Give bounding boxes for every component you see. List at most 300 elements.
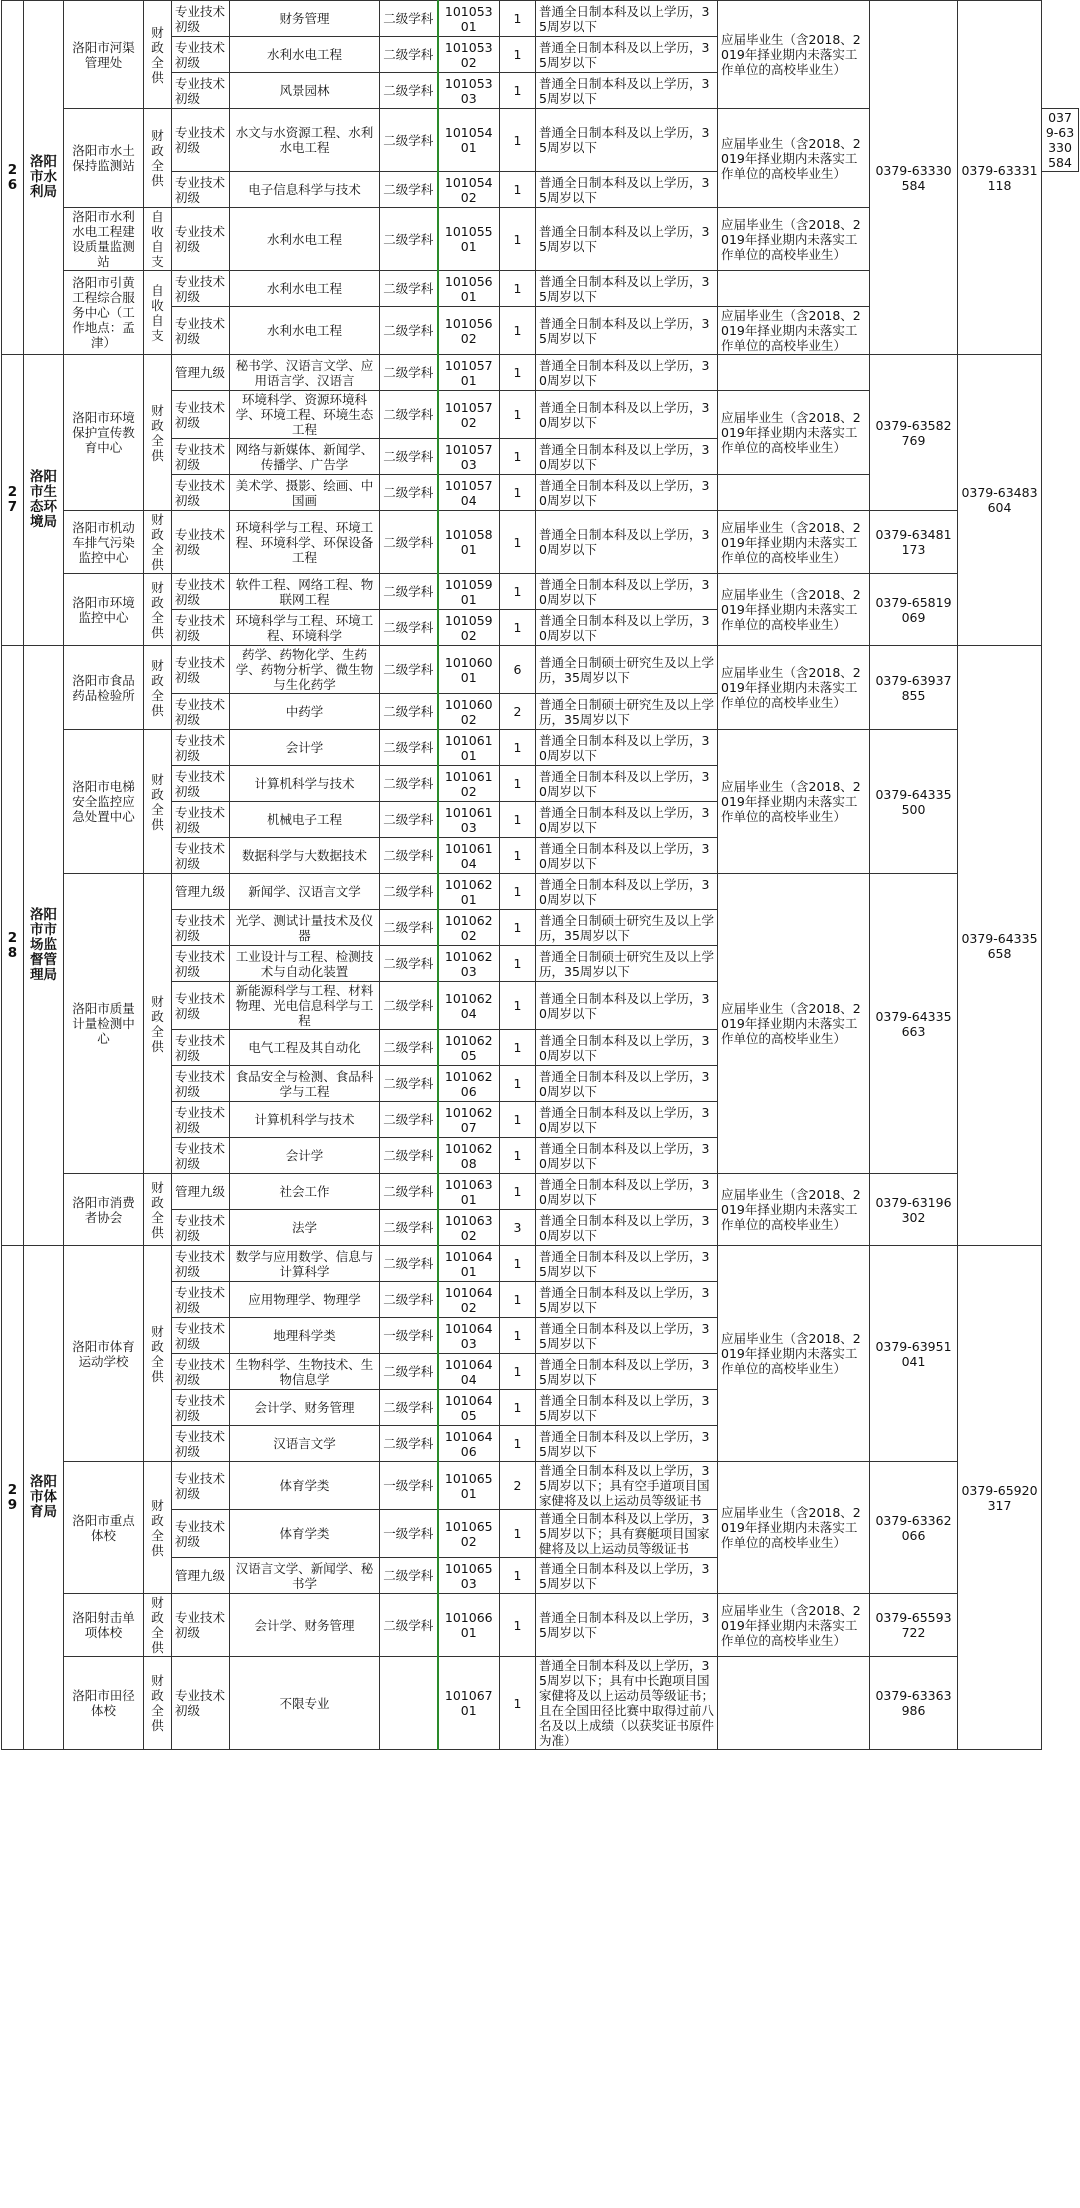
position-level: 专业技术初级: [172, 1390, 230, 1426]
position-code: 10106102: [438, 766, 500, 802]
position-level: 专业技术初级: [172, 172, 230, 208]
position-code: 10106403: [438, 1318, 500, 1354]
discipline-category: 二级学科: [380, 391, 438, 439]
major-requirement: 电子信息科学与技术: [230, 172, 380, 208]
recruit-count: 1: [500, 610, 536, 646]
major-requirement: 电气工程及其自动化: [230, 1030, 380, 1066]
recruit-count: 1: [500, 874, 536, 910]
unit-name: 洛阳市体育运动学校: [64, 1246, 144, 1462]
group-number: 27: [2, 355, 24, 646]
applicant-scope: 应届毕业生（含2018、2019年择业期内未落实工作单位的高校毕业生）: [718, 646, 870, 730]
department-phone: 0379-65920317: [958, 1246, 1042, 1750]
other-requirements: 普通全日制本科及以上学历，35周岁以下；具有赛艇项目国家健将及以上运动员等级证书: [536, 1510, 718, 1558]
discipline-category: 二级学科: [380, 646, 438, 694]
unit-name: 洛阳市机动车排气污染监控中心: [64, 511, 144, 574]
funding-type: 财政全供: [144, 874, 172, 1174]
major-requirement: 体育学类: [230, 1462, 380, 1510]
unit-phone: 0379-63951041: [870, 1246, 958, 1462]
recruit-count: 6: [500, 646, 536, 694]
position-level: 管理九级: [172, 1174, 230, 1210]
recruit-count: 1: [500, 1354, 536, 1390]
position-level: 专业技术初级: [172, 1138, 230, 1174]
table-row: [2, 511, 1079, 574]
recruit-count: 1: [500, 838, 536, 874]
other-requirements: 普通全日制本科及以上学历，30周岁以下: [536, 1210, 718, 1246]
recruit-count: 1: [500, 1318, 536, 1354]
position-level: 专业技术初级: [172, 946, 230, 982]
other-requirements: 普通全日制本科及以上学历，35周岁以下: [536, 109, 718, 172]
department-name: 洛阳市水利局: [24, 1, 64, 355]
recruit-count: 1: [500, 1030, 536, 1066]
other-requirements: 普通全日制本科及以上学历，30周岁以下: [536, 475, 718, 511]
discipline-category: 二级学科: [380, 439, 438, 475]
applicant-scope: 应届毕业生（含2018、2019年择业期内未落实工作单位的高校毕业生）: [718, 1462, 870, 1594]
position-level: 专业技术初级: [172, 574, 230, 610]
discipline-category: 二级学科: [380, 982, 438, 1030]
applicant-scope: 应届毕业生（含2018、2019年择业期内未落实工作单位的高校毕业生）: [718, 109, 870, 208]
applicant-scope: 应届毕业生（含2018、2019年择业期内未落实工作单位的高校毕业生）: [718, 1174, 870, 1246]
unit-phone: 0379-65593722: [870, 1594, 958, 1657]
funding-type: 财政全供: [144, 646, 172, 730]
discipline-category: 二级学科: [380, 910, 438, 946]
major-requirement: 会计学、财务管理: [230, 1390, 380, 1426]
major-requirement: 光学、测试计量技术及仪器: [230, 910, 380, 946]
position-code: 10106104: [438, 838, 500, 874]
position-level: 专业技术初级: [172, 208, 230, 271]
position-level: 专业技术初级: [172, 610, 230, 646]
major-requirement: 新能源科学与工程、材料物理、光电信息科学与工程: [230, 982, 380, 1030]
position-code: 10106201: [438, 874, 500, 910]
position-code: 10105702: [438, 391, 500, 439]
major-requirement: 会计学: [230, 730, 380, 766]
recruit-count: 1: [500, 1282, 536, 1318]
other-requirements: 普通全日制本科及以上学历，35周岁以下: [536, 1282, 718, 1318]
position-code: 10105703: [438, 439, 500, 475]
position-level: 管理九级: [172, 1558, 230, 1594]
position-code: 10106202: [438, 910, 500, 946]
recruit-count: 1: [500, 109, 536, 172]
major-requirement: 数学与应用数学、信息与计算科学: [230, 1246, 380, 1282]
position-code: 10106002: [438, 694, 500, 730]
discipline-category: 二级学科: [380, 802, 438, 838]
discipline-category: 二级学科: [380, 172, 438, 208]
other-requirements: 普通全日制本科及以上学历，35周岁以下: [536, 271, 718, 307]
applicant-scope: 应届毕业生（含2018、2019年择业期内未落实工作单位的高校毕业生）: [718, 574, 870, 646]
position-level: 专业技术初级: [172, 982, 230, 1030]
position-code: 10106204: [438, 982, 500, 1030]
major-requirement: 水文与水资源工程、水利水电工程: [230, 109, 380, 172]
discipline-category: 二级学科: [380, 271, 438, 307]
position-code: 10106208: [438, 1138, 500, 1174]
unit-name: 洛阳市重点体校: [64, 1462, 144, 1594]
position-level: 专业技术初级: [172, 37, 230, 73]
position-code: 10106401: [438, 1246, 500, 1282]
discipline-category: 二级学科: [380, 208, 438, 271]
other-requirements: 普通全日制本科及以上学历，30周岁以下: [536, 838, 718, 874]
major-requirement: 食品安全与检测、食品科学与工程: [230, 1066, 380, 1102]
major-requirement: 工业设计与工程、检测技术与自动化装置: [230, 946, 380, 982]
other-requirements: 普通全日制本科及以上学历，30周岁以下: [536, 1030, 718, 1066]
department-phone: 0379-64335658: [958, 646, 1042, 1246]
other-requirements: 普通全日制本科及以上学历，30周岁以下: [536, 874, 718, 910]
applicant-scope: 应届毕业生（含2018、2019年择业期内未落实工作单位的高校毕业生）: [718, 511, 870, 574]
position-level: 专业技术初级: [172, 1282, 230, 1318]
group-number: 28: [2, 646, 24, 1246]
funding-type: 财政全供: [144, 574, 172, 646]
position-code: 10105704: [438, 475, 500, 511]
position-level: 专业技术初级: [172, 838, 230, 874]
discipline-category: 二级学科: [380, 1354, 438, 1390]
other-requirements: 普通全日制本科及以上学历，35周岁以下: [536, 1390, 718, 1426]
position-level: 专业技术初级: [172, 910, 230, 946]
major-requirement: 环境科学与工程、环境工程、环境科学、环保设备工程: [230, 511, 380, 574]
position-code: 10106405: [438, 1390, 500, 1426]
table-row: [2, 646, 1079, 694]
funding-type: 自收自支: [144, 271, 172, 355]
position-code: 10106301: [438, 1174, 500, 1210]
applicant-scope: 应届毕业生（含2018、2019年择业期内未落实工作单位的高校毕业生）: [718, 874, 870, 1174]
unit-name: 洛阳市环境监控中心: [64, 574, 144, 646]
table-row: [2, 874, 1079, 910]
other-requirements: 普通全日制本科及以上学历，35周岁以下: [536, 1594, 718, 1657]
discipline-category: 二级学科: [380, 1066, 438, 1102]
recruit-count: 1: [500, 475, 536, 511]
discipline-category: 一级学科: [380, 1318, 438, 1354]
discipline-category: 二级学科: [380, 1102, 438, 1138]
applicant-scope: 应届毕业生（含2018、2019年择业期内未落实工作单位的高校毕业生）: [718, 208, 870, 271]
position-level: 专业技术初级: [172, 271, 230, 307]
department-phone: 0379-63331118: [958, 1, 1042, 355]
major-requirement: 计算机科学与技术: [230, 1102, 380, 1138]
applicant-scope: 应届毕业生（含2018、2019年择业期内未落实工作单位的高校毕业生）: [718, 730, 870, 874]
discipline-category: 二级学科: [380, 355, 438, 391]
other-requirements: 普通全日制本科及以上学历，35周岁以下: [536, 37, 718, 73]
other-requirements: 普通全日制本科及以上学历，35周岁以下: [536, 1246, 718, 1282]
position-code: 10106207: [438, 1102, 500, 1138]
major-requirement: 生物科学、生物技术、生物信息学: [230, 1354, 380, 1390]
discipline-category: 二级学科: [380, 610, 438, 646]
discipline-category: 二级学科: [380, 307, 438, 355]
major-requirement: 不限专业: [230, 1657, 380, 1750]
unit-name: 洛阳市田径体校: [64, 1657, 144, 1750]
funding-type: 财政全供: [144, 1594, 172, 1657]
unit-phone: 0379-63363986: [870, 1657, 958, 1750]
group-number: 26: [2, 1, 24, 355]
position-level: 专业技术初级: [172, 646, 230, 694]
other-requirements: 普通全日制本科及以上学历，30周岁以下: [536, 1174, 718, 1210]
discipline-category: 一级学科: [380, 1510, 438, 1558]
table-row: [2, 574, 1079, 610]
other-requirements: 普通全日制硕士研究生及以上学历，35周岁以下: [536, 646, 718, 694]
position-code: 10105701: [438, 355, 500, 391]
position-level: 专业技术初级: [172, 475, 230, 511]
department-name: 洛阳市体育局: [24, 1246, 64, 1750]
major-requirement: 数据科学与大数据技术: [230, 838, 380, 874]
discipline-category: 二级学科: [380, 1594, 438, 1657]
discipline-category: 二级学科: [380, 1138, 438, 1174]
discipline-category: 二级学科: [380, 1558, 438, 1594]
position-code: 10106502: [438, 1510, 500, 1558]
applicant-scope: [718, 1657, 870, 1750]
discipline-category: 二级学科: [380, 838, 438, 874]
recruit-count: 1: [500, 307, 536, 355]
recruit-count: 1: [500, 1558, 536, 1594]
position-code: 10106101: [438, 730, 500, 766]
major-requirement: 财务管理: [230, 1, 380, 37]
recruit-count: 1: [500, 1246, 536, 1282]
other-requirements: 普通全日制本科及以上学历，35周岁以下: [536, 307, 718, 355]
unit-phone: 0379-63330584: [1042, 109, 1079, 172]
unit-phone: 0379-65819069: [870, 574, 958, 646]
recruit-count: 1: [500, 910, 536, 946]
funding-type: 财政全供: [144, 109, 172, 208]
recruit-count: 1: [500, 766, 536, 802]
position-code: 10105601: [438, 271, 500, 307]
position-level: 专业技术初级: [172, 73, 230, 109]
discipline-category: 二级学科: [380, 1210, 438, 1246]
table-body: [2, 1, 1079, 1750]
table-row: [2, 1, 1079, 37]
unit-name: 洛阳市引黄工程综合服务中心（工作地点：孟津）: [64, 271, 144, 355]
discipline-category: 二级学科: [380, 874, 438, 910]
discipline-category: 二级学科: [380, 511, 438, 574]
applicant-scope: [718, 475, 870, 511]
unit-phone: 0379-63937855: [870, 646, 958, 730]
funding-type: 财政全供: [144, 1, 172, 109]
unit-phone: 0379-63481173: [870, 511, 958, 574]
discipline-category: 二级学科: [380, 1030, 438, 1066]
table-row: [2, 355, 1079, 391]
other-requirements: 普通全日制硕士研究生及以上学历，35周岁以下: [536, 946, 718, 982]
recruit-count: 3: [500, 1210, 536, 1246]
position-code: 10105302: [438, 37, 500, 73]
other-requirements: 普通全日制本科及以上学历，30周岁以下: [536, 610, 718, 646]
discipline-category: 二级学科: [380, 73, 438, 109]
recruit-count: 1: [500, 802, 536, 838]
recruit-count: 1: [500, 1594, 536, 1657]
position-level: 专业技术初级: [172, 730, 230, 766]
other-requirements: 普通全日制本科及以上学历，30周岁以下: [536, 511, 718, 574]
major-requirement: 体育学类: [230, 1510, 380, 1558]
table-row: [2, 1657, 1079, 1750]
major-requirement: 中药学: [230, 694, 380, 730]
position-code: 10106404: [438, 1354, 500, 1390]
position-code: 10106402: [438, 1282, 500, 1318]
position-level: 专业技术初级: [172, 391, 230, 439]
position-level: 专业技术初级: [172, 694, 230, 730]
position-level: 专业技术初级: [172, 1318, 230, 1354]
major-requirement: 美术学、摄影、绘画、中国画: [230, 475, 380, 511]
position-code: 10105401: [438, 109, 500, 172]
funding-type: 财政全供: [144, 730, 172, 874]
position-code: 10106205: [438, 1030, 500, 1066]
other-requirements: 普通全日制本科及以上学历，30周岁以下: [536, 1138, 718, 1174]
other-requirements: 普通全日制本科及以上学历，35周岁以下: [536, 1354, 718, 1390]
position-level: 专业技术初级: [172, 1462, 230, 1510]
recruitment-table: [1, 0, 1079, 1750]
position-code: 10106001: [438, 646, 500, 694]
discipline-category: 二级学科: [380, 109, 438, 172]
unit-name: 洛阳市水土保持监测站: [64, 109, 144, 208]
recruit-count: 1: [500, 946, 536, 982]
other-requirements: 普通全日制本科及以上学历，30周岁以下: [536, 802, 718, 838]
recruit-count: 1: [500, 1510, 536, 1558]
unit-name: 洛阳市电梯安全监控应急处置中心: [64, 730, 144, 874]
recruit-count: 2: [500, 1462, 536, 1510]
discipline-category: 二级学科: [380, 730, 438, 766]
applicant-scope: 应届毕业生（含2018、2019年择业期内未落实工作单位的高校毕业生）: [718, 1246, 870, 1462]
recruit-count: 1: [500, 574, 536, 610]
other-requirements: 普通全日制本科及以上学历，35周岁以下: [536, 208, 718, 271]
other-requirements: 普通全日制本科及以上学历，35周岁以下: [536, 1558, 718, 1594]
position-code: 10106501: [438, 1462, 500, 1510]
discipline-category: 二级学科: [380, 946, 438, 982]
position-level: 专业技术初级: [172, 1030, 230, 1066]
major-requirement: 机械电子工程: [230, 802, 380, 838]
discipline-category: 二级学科: [380, 1, 438, 37]
unit-name: 洛阳市环境保护宣传教育中心: [64, 355, 144, 511]
discipline-category: 二级学科: [380, 1282, 438, 1318]
other-requirements: 普通全日制本科及以上学历，30周岁以下: [536, 439, 718, 475]
applicant-scope: [718, 355, 870, 391]
position-code: 10106503: [438, 1558, 500, 1594]
unit-phone: 0379-64335500: [870, 730, 958, 874]
position-level: 专业技术初级: [172, 1510, 230, 1558]
department-name: 洛阳市生态环境局: [24, 355, 64, 646]
major-requirement: 水利水电工程: [230, 208, 380, 271]
other-requirements: 普通全日制本科及以上学历，30周岁以下: [536, 574, 718, 610]
other-requirements: 普通全日制本科及以上学历，35周岁以下；具有中长跑项目国家健将及以上运动员等级证书；且在全国田径比赛中取得过前八名及以上成绩（以获奖证书原件为准）: [536, 1657, 718, 1750]
position-level: 专业技术初级: [172, 439, 230, 475]
position-level: 专业技术初级: [172, 307, 230, 355]
position-code: 10106701: [438, 1657, 500, 1750]
position-level: 专业技术初级: [172, 1354, 230, 1390]
position-code: 10105303: [438, 73, 500, 109]
discipline-category: 二级学科: [380, 475, 438, 511]
position-level: 专业技术初级: [172, 1657, 230, 1750]
discipline-category: 二级学科: [380, 1426, 438, 1462]
funding-type: 财政全供: [144, 1462, 172, 1594]
position-code: 10106206: [438, 1066, 500, 1102]
recruit-count: 1: [500, 73, 536, 109]
position-level: 专业技术初级: [172, 1210, 230, 1246]
unit-phone: 0379-63362066: [870, 1462, 958, 1594]
major-requirement: 社会工作: [230, 1174, 380, 1210]
major-requirement: 药学、药物化学、生药学、药物分析学、微生物与生化药学: [230, 646, 380, 694]
position-level: 专业技术初级: [172, 1102, 230, 1138]
department-phone: 0379-63483604: [958, 355, 1042, 646]
position-code: 10105402: [438, 172, 500, 208]
other-requirements: 普通全日制本科及以上学历，30周岁以下: [536, 391, 718, 439]
other-requirements: 普通全日制本科及以上学历，30周岁以下: [536, 766, 718, 802]
table-row: [2, 1594, 1079, 1657]
major-requirement: 环境科学与工程、环境工程、环境科学: [230, 610, 380, 646]
unit-name: 洛阳市水利水电工程建设质量监测站: [64, 208, 144, 271]
major-requirement: 地理科学类: [230, 1318, 380, 1354]
group-number: 29: [2, 1246, 24, 1750]
unit-name: 洛阳射击单项体校: [64, 1594, 144, 1657]
unit-phone: 0379-64335663: [870, 874, 958, 1174]
major-requirement: 水利水电工程: [230, 307, 380, 355]
unit-name: 洛阳市食品药品检验所: [64, 646, 144, 730]
position-level: 专业技术初级: [172, 109, 230, 172]
funding-type: 财政全供: [144, 1174, 172, 1246]
applicant-scope: 应届毕业生（含2018、2019年择业期内未落实工作单位的高校毕业生）: [718, 1594, 870, 1657]
position-level: 专业技术初级: [172, 1246, 230, 1282]
unit-name: 洛阳市河渠管理处: [64, 1, 144, 109]
major-requirement: 新闻学、汉语言文学: [230, 874, 380, 910]
position-code: 10105301: [438, 1, 500, 37]
unit-phone: 0379-63196302: [870, 1174, 958, 1246]
discipline-category: 二级学科: [380, 574, 438, 610]
recruit-count: 1: [500, 1174, 536, 1210]
other-requirements: 普通全日制本科及以上学历，35周岁以下: [536, 1318, 718, 1354]
recruit-count: 1: [500, 439, 536, 475]
position-code: 10106601: [438, 1594, 500, 1657]
unit-name: 洛阳市消费者协会: [64, 1174, 144, 1246]
recruit-count: 2: [500, 694, 536, 730]
position-level: 专业技术初级: [172, 511, 230, 574]
recruit-count: 1: [500, 511, 536, 574]
position-code: 10105602: [438, 307, 500, 355]
other-requirements: 普通全日制本科及以上学历，30周岁以下: [536, 355, 718, 391]
recruit-count: 1: [500, 1138, 536, 1174]
major-requirement: 汉语言文学、新闻学、秘书学: [230, 1558, 380, 1594]
department-name: 洛阳市市场监督管理局: [24, 646, 64, 1246]
position-code: 10105801: [438, 511, 500, 574]
unit-phone: 0379-63582769: [870, 355, 958, 511]
major-requirement: 法学: [230, 1210, 380, 1246]
position-level: 管理九级: [172, 355, 230, 391]
funding-type: 财政全供: [144, 1657, 172, 1750]
applicant-scope: 应届毕业生（含2018、2019年择业期内未落实工作单位的高校毕业生）: [718, 307, 870, 355]
discipline-category: 二级学科: [380, 37, 438, 73]
position-code: 10105902: [438, 610, 500, 646]
unit-phone: 0379-63330584: [870, 1, 958, 355]
major-requirement: 水利水电工程: [230, 271, 380, 307]
funding-type: 财政全供: [144, 1246, 172, 1462]
table-row: [2, 1462, 1079, 1510]
other-requirements: 普通全日制硕士研究生及以上学历，35周岁以下: [536, 910, 718, 946]
other-requirements: 普通全日制本科及以上学历，30周岁以下: [536, 1066, 718, 1102]
other-requirements: 普通全日制本科及以上学历，35周岁以下: [536, 172, 718, 208]
major-requirement: 应用物理学、物理学: [230, 1282, 380, 1318]
unit-name: 洛阳市质量计量检测中心: [64, 874, 144, 1174]
position-code: 10106302: [438, 1210, 500, 1246]
other-requirements: 普通全日制本科及以上学历，35周岁以下；具有空手道项目国家健将及以上运动员等级证书: [536, 1462, 718, 1510]
recruit-count: 1: [500, 1066, 536, 1102]
position-code: 10106203: [438, 946, 500, 982]
position-level: 专业技术初级: [172, 802, 230, 838]
recruit-count: 1: [500, 1390, 536, 1426]
other-requirements: 普通全日制本科及以上学历，30周岁以下: [536, 982, 718, 1030]
other-requirements: 普通全日制本科及以上学历，35周岁以下: [536, 1, 718, 37]
discipline-category: 二级学科: [380, 694, 438, 730]
discipline-category: 二级学科: [380, 1174, 438, 1210]
major-requirement: 汉语言文学: [230, 1426, 380, 1462]
major-requirement: 水利水电工程: [230, 37, 380, 73]
applicant-scope: [718, 271, 870, 307]
recruit-count: 1: [500, 271, 536, 307]
table-row: [2, 1174, 1079, 1210]
position-code: 10106406: [438, 1426, 500, 1462]
position-level: 专业技术初级: [172, 766, 230, 802]
recruit-count: 1: [500, 1102, 536, 1138]
discipline-category: 二级学科: [380, 1246, 438, 1282]
recruit-count: 1: [500, 355, 536, 391]
applicant-scope: 应届毕业生（含2018、2019年择业期内未落实工作单位的高校毕业生）: [718, 1, 870, 109]
table-row: [2, 730, 1079, 766]
